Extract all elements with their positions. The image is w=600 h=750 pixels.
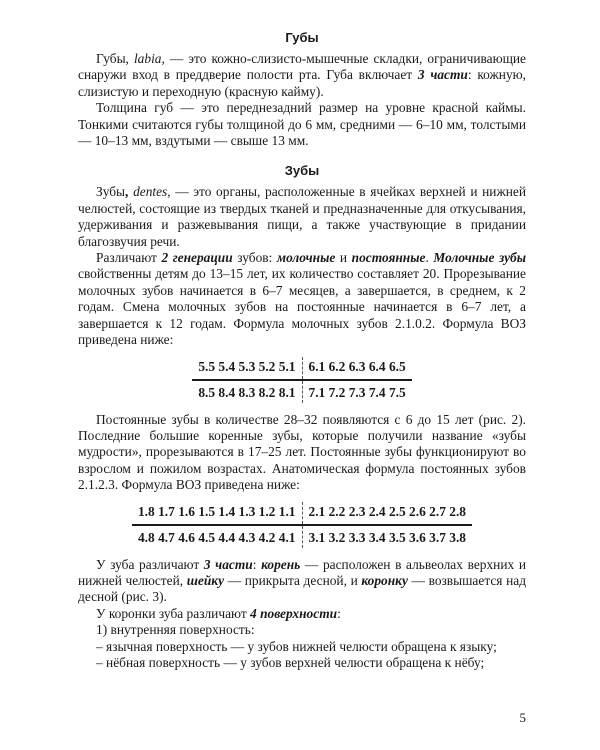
milk-formula-upper-row: [192, 357, 411, 380]
milk-formula-upper-left: 6.1 6.2 6.3 6.4 6.5: [302, 357, 412, 380]
page-number: 5: [519, 710, 526, 725]
milk-formula-lower-row: [192, 380, 411, 403]
perm-formula-upper-right: 1.8 1.7 1.6 1.5 1.4 1.3 1.2 1.1: [132, 502, 302, 525]
perm-formula-lower-row: [132, 525, 472, 548]
teeth-paragraph-4: У зуба различают 3 части: корень — расположен в альвеолах верхних и нижней челюстей, шейку — прикрыта десной, и коронку — возвышается над десной (рис. 3).: [78, 556, 527, 605]
section-title-teeth: Зубы: [284, 163, 320, 179]
lips-paragraph-2: Толщина губ — это переднезадний размер на уровне красной каймы. Тонкими считаются губы толщиной до 6 мм, средними — 6–10 мм, толстыми — 10–13 мм, вздутыми — свыше 13 мм.: [78, 100, 526, 149]
teeth-list-heading: 1) внутренняя поверхность:: [96, 622, 255, 638]
milk-formula-lower-right: 8.5 8.4 8.3 8.2 8.1: [192, 380, 302, 403]
section-title-lips: Губы: [285, 30, 319, 45]
milk-formula-upper-right: 5.5 5.4 5.3 5.2 5.1: [192, 357, 302, 380]
lips-paragraph-1: Губы, labia, — это кожно-слизисто-мышечные складки, ограничивающие снаружи вход в преддверие полости рта. Губа включает 3 части: кожную, слизистую и переходную (красную кайму).: [78, 51, 526, 99]
teeth-paragraph-1: Зубы, dentes, — это органы, расположенные в ячейках верхней и нижней челюстей, состоящие из твердых тканей и предназначенные для откусывания, удерживания и разжевывания пищи, а также участвующие в придании благозвучия речи.: [78, 184, 526, 249]
milk-formula-lower-left: 7.1 7.2 7.3 7.4 7.5: [308, 384, 406, 400]
page-content: [78, 30, 526, 671]
teeth-paragraph-5: У коронки зуба различают 4 поверхности:: [96, 605, 341, 621]
perm-formula-upper-row: [132, 502, 472, 525]
teeth-list-item-palatal: – нёбная поверхность — у зубов верхней челюсти обращена к нёбу;: [96, 654, 485, 670]
perm-formula-lower-left: 3.1 3.2 3.3 3.4 3.5 3.6 3.7 3.8: [308, 529, 467, 545]
perm-formula-lower-right: 4.8 4.7 4.6 4.5 4.4 4.3 4.2 4.1: [132, 525, 302, 548]
teeth-paragraph-2: Различают 2 генерации зубов: молочные и постоянные. Молочные зубы свойственны детям до 13–15 лет, их количество составляет 20. Прорезывание молочных зубов начинается в 6–7 месяцев, а завершается, в среднем, к 2 годам. Смена молочных зубов на постоянные начинается в 6–7 лет, а завершается к 12 годам. Формула молочных зубов 2.1.0.2. Формула ВОЗ приведена ниже:: [78, 250, 526, 348]
teeth-list-item-lingual: – язычная поверхность — у зубов нижней челюсти обращена к языку;: [96, 638, 497, 654]
perm-formula-upper-left: 2.1 2.2 2.3 2.4 2.5 2.6 2.7 2.8: [302, 502, 472, 525]
milk-teeth-formula: [192, 357, 411, 403]
permanent-teeth-formula: [132, 502, 472, 548]
teeth-paragraph-3: Постоянные зубы в количестве 28–32 появляются с 6 до 15 лет (рис. 2). Последние большие коренные зубы, которые получили название «зубы мудрости», прорезываются в 17–25 лет. Постоянные зубы функционируют во взрослом и пожилом возрастах. Анатомическая формула постоянных зубов 2.1.2.3. Формула ВОЗ приведена ниже:: [78, 411, 526, 493]
